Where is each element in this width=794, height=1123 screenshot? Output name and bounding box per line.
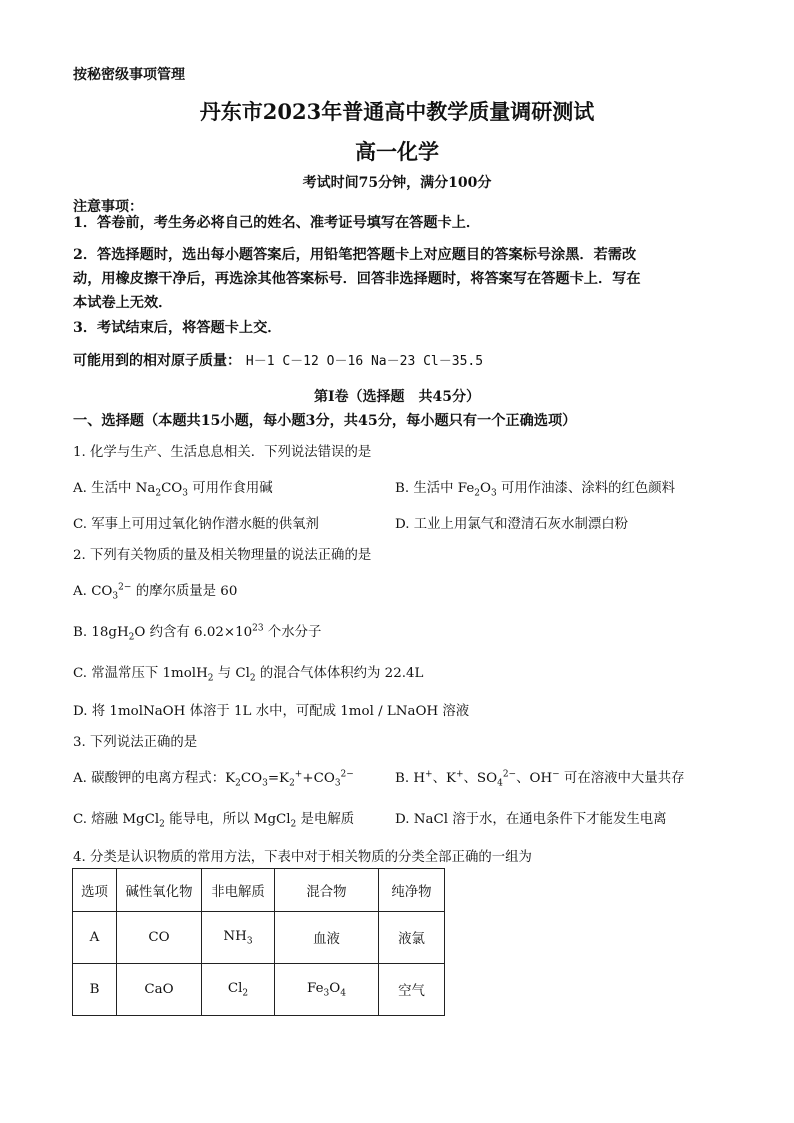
table-cell: 空气 [379, 964, 445, 1016]
table-header-cell: 纯净物 [379, 869, 445, 912]
atomic-masses-label: 可能用到的相对原子质量： [73, 353, 241, 369]
table-row [73, 912, 445, 964]
notice-item-3: 3．考试结束后，将答题卡上交． [73, 320, 282, 336]
question-3-option-b: B. H+、K+、$SO_4^{2-}$、OH− 可在溶液中大量共存 [395, 769, 685, 789]
table-cell: 血液 [275, 912, 379, 964]
part-one-title: 一、选择题（本题共15小题，每小题3分，共45分，每小题只有一个正确选项） [73, 413, 577, 429]
table-cell: 液氯 [379, 912, 445, 964]
table-cell: $Cl_2$ [202, 964, 275, 1016]
table-header-cell: 碱性氧化物 [117, 869, 202, 912]
table-row [73, 964, 445, 1016]
table-cell: B [73, 964, 117, 1016]
table-cell: $NH_3$ [202, 912, 275, 964]
table-cell: CaO [117, 964, 202, 1016]
question-4-stem: 4. 分类是认识物质的常用方法，下表中对于相关物质的分类全部正确的一组为 [73, 850, 532, 865]
table-header-row [73, 869, 445, 912]
table-cell: $Fe_3O_4$ [275, 964, 379, 1016]
section-title: 第Ⅰ卷（选择题 共45分） [313, 389, 481, 405]
notice-item-2-cont: 动，用橡皮擦干净后，再选涂其他答案标号．回答非选择题时，将答案写在答题卡上．写在 [73, 271, 641, 287]
question-3-option-c: C. 熔融 MgCl$_2$ 能导电，所以 MgCl$_2$ 是电解质 [73, 812, 355, 830]
atomic-masses-values: H－1 C－12 O－16 Na－23 Cl－35.5 [245, 354, 484, 369]
table-cell: A [73, 912, 117, 964]
notice-item-2: 2．答选择题时，选出每小题答案后，用铅笔把答题卡上对应题目的答案标号涂黑．若需改 [73, 247, 637, 263]
classification-table [72, 868, 445, 1016]
question-2-stem: 2. 下列有关物质的量及相关物理量的说法正确的是 [73, 548, 372, 563]
notice-item-2-end: 本试卷上无效． [73, 295, 173, 311]
question-3-option-a: A. 碳酸钾的电离方程式：$K_2CO_3=K_2^++CO_3^{2-}$ [73, 769, 354, 789]
notice-item-1: 1．答卷前，考生务必将自己的姓名、准考证号填写在答题卡上． [73, 215, 481, 231]
table-header-cell: 非电解质 [202, 869, 275, 912]
table-header-cell: 混合物 [275, 869, 379, 912]
question-1-option-c: C. 军事上可用过氧化钠作潜水艇的供氧剂 [73, 517, 319, 532]
atomic-masses [73, 350, 483, 370]
secret-label: 按秘密级事项管理 [73, 67, 185, 83]
question-2-option-a: A. $CO_3^{2-}$ 的摩尔质量是 60 [73, 582, 238, 602]
question-2-option-b: B. $18gH_2O$ 约含有 $6.02\times 10^{23}$ 个水分子 [73, 623, 322, 643]
exam-title: 丹东市2023年普通高中教学质量调研测试 [199, 99, 595, 124]
question-3-option-d: D. NaCl 溶于水，在通电条件下才能发生电离 [395, 812, 667, 827]
question-1-stem: 1. 化学与生产、生活息息相关．下列说法错误的是 [73, 445, 372, 460]
exam-subtitle: 高一化学 [355, 139, 439, 164]
question-1-option-d: D. 工业上用氯气和澄清石灰水制漂白粉 [395, 517, 629, 532]
notice-heading: 注意事项： [73, 199, 143, 215]
question-2-option-d: D. 将 1molNaOH 体溶于 1L 水中，可配成 1mol / LNaOH 溶液 [73, 704, 470, 719]
question-2-option-c: C. 常温常压下 1molH$_2$ 与 $Cl_2$ 的混合气体体积约为 22.4L [73, 666, 424, 684]
table-cell: CO [117, 912, 202, 964]
question-1-option-b: B. 生活中 $Fe_2O_3$ 可用作油漆、涂料的红色颜料 [395, 481, 676, 499]
question-1-option-a: A. 生活中 $Na_2CO_3$ 可用作食用碱 [73, 481, 273, 499]
question-3-stem: 3. 下列说法正确的是 [73, 735, 198, 750]
exam-time: 考试时间75分钟，满分100分 [302, 175, 492, 191]
table-header-cell: 选项 [73, 869, 117, 912]
